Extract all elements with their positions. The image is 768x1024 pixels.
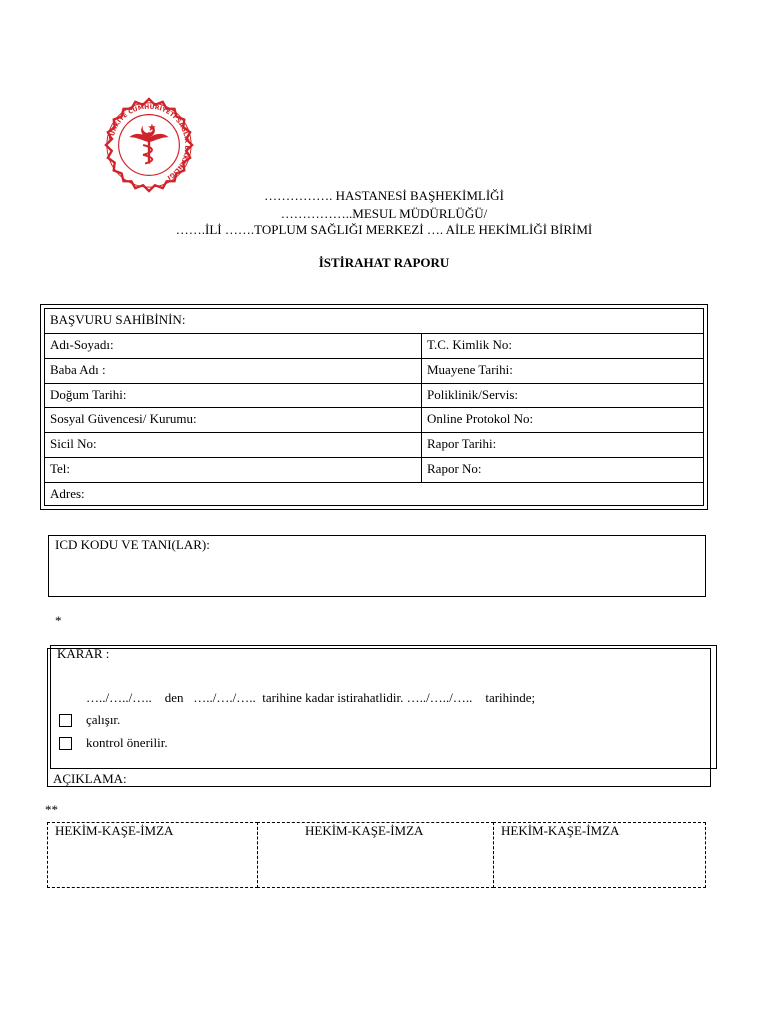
- registry-no-field[interactable]: Sicil No:: [45, 433, 422, 457]
- follow-up-label: kontrol önerilir.: [86, 735, 168, 750]
- applicant-heading-row: [45, 309, 703, 334]
- works-label: çalışır.: [86, 712, 121, 727]
- clinic-service-field[interactable]: Poliklinik/Servis:: [427, 387, 519, 402]
- header-directorate-line: ……………..MESUL MÜDÜRLÜĞÜ/: [280, 206, 488, 221]
- birth-date-field[interactable]: Doğum Tarihi:: [45, 384, 422, 407]
- table-row: [45, 334, 703, 359]
- table-row: [45, 408, 703, 433]
- seal-ring-text: TÜRKİYE CUMHURİYETİ SAĞLIK BAKANLIĞI: [108, 103, 191, 181]
- rest-date-line[interactable]: …../…../….. den …../…./….. tarihine kadar istirahatlidir. …../…../….. tarihinde;: [86, 690, 536, 705]
- social-security-field[interactable]: Sosyal Güvencesi/ Kurumu:: [45, 408, 422, 432]
- signature-label: HEKİM-KAŞE-İMZA: [501, 823, 620, 838]
- father-name-field[interactable]: Baba Adı :: [45, 359, 422, 383]
- table-row: [45, 433, 703, 458]
- footnote-marker: *: [55, 613, 62, 628]
- table-row: [45, 458, 703, 483]
- decision-box-frame: [47, 648, 711, 787]
- exam-date-field[interactable]: Muayene Tarihi:: [427, 362, 513, 377]
- footnote-marker: **: [45, 802, 58, 817]
- report-date-field[interactable]: Rapor Tarihi:: [427, 436, 497, 451]
- tc-id-field[interactable]: T.C. Kimlik No:: [427, 337, 512, 352]
- phone-field[interactable]: Tel:: [45, 458, 422, 482]
- page-title: İSTİRAHAT RAPORU: [318, 255, 450, 270]
- name-surname-field[interactable]: Adı-Soyadı:: [45, 334, 422, 358]
- signature-box-1[interactable]: [47, 822, 258, 888]
- follow-up-checkbox[interactable]: [59, 737, 72, 750]
- applicant-heading: BAŞVURU SAHİBİNİN:: [50, 312, 186, 327]
- table-row: [45, 359, 703, 384]
- signature-box-2[interactable]: [257, 822, 494, 888]
- ministry-seal-logo: [100, 96, 198, 194]
- applicant-info-table: [40, 304, 708, 510]
- table-row: [45, 384, 703, 408]
- explanation-label: AÇIKLAMA:: [53, 771, 127, 786]
- header-unit-line: …….İLİ …….TOPLUM SAĞLIĞI MERKEZİ …. AİLE HEKİMLİĞİ BİRİMİ: [175, 222, 593, 237]
- signature-label: HEKİM-KAŞE-İMZA: [55, 823, 174, 838]
- signature-box-3[interactable]: [493, 822, 706, 888]
- works-checkbox[interactable]: [59, 714, 72, 727]
- icd-label: ICD KODU VE TANI(LAR):: [55, 537, 210, 552]
- header-hospital-line: ……………. HASTANESİ BAŞHEKİMLİĞİ: [264, 188, 504, 203]
- icd-diagnosis-box[interactable]: [48, 535, 706, 597]
- online-protocol-field[interactable]: Online Protokol No:: [427, 411, 534, 426]
- signature-label: HEKİM-KAŞE-İMZA: [305, 823, 424, 838]
- table-row: [45, 483, 703, 507]
- address-field[interactable]: Adres:: [50, 486, 85, 501]
- report-no-field[interactable]: Rapor No:: [427, 461, 482, 476]
- decision-label: KARAR :: [57, 646, 110, 661]
